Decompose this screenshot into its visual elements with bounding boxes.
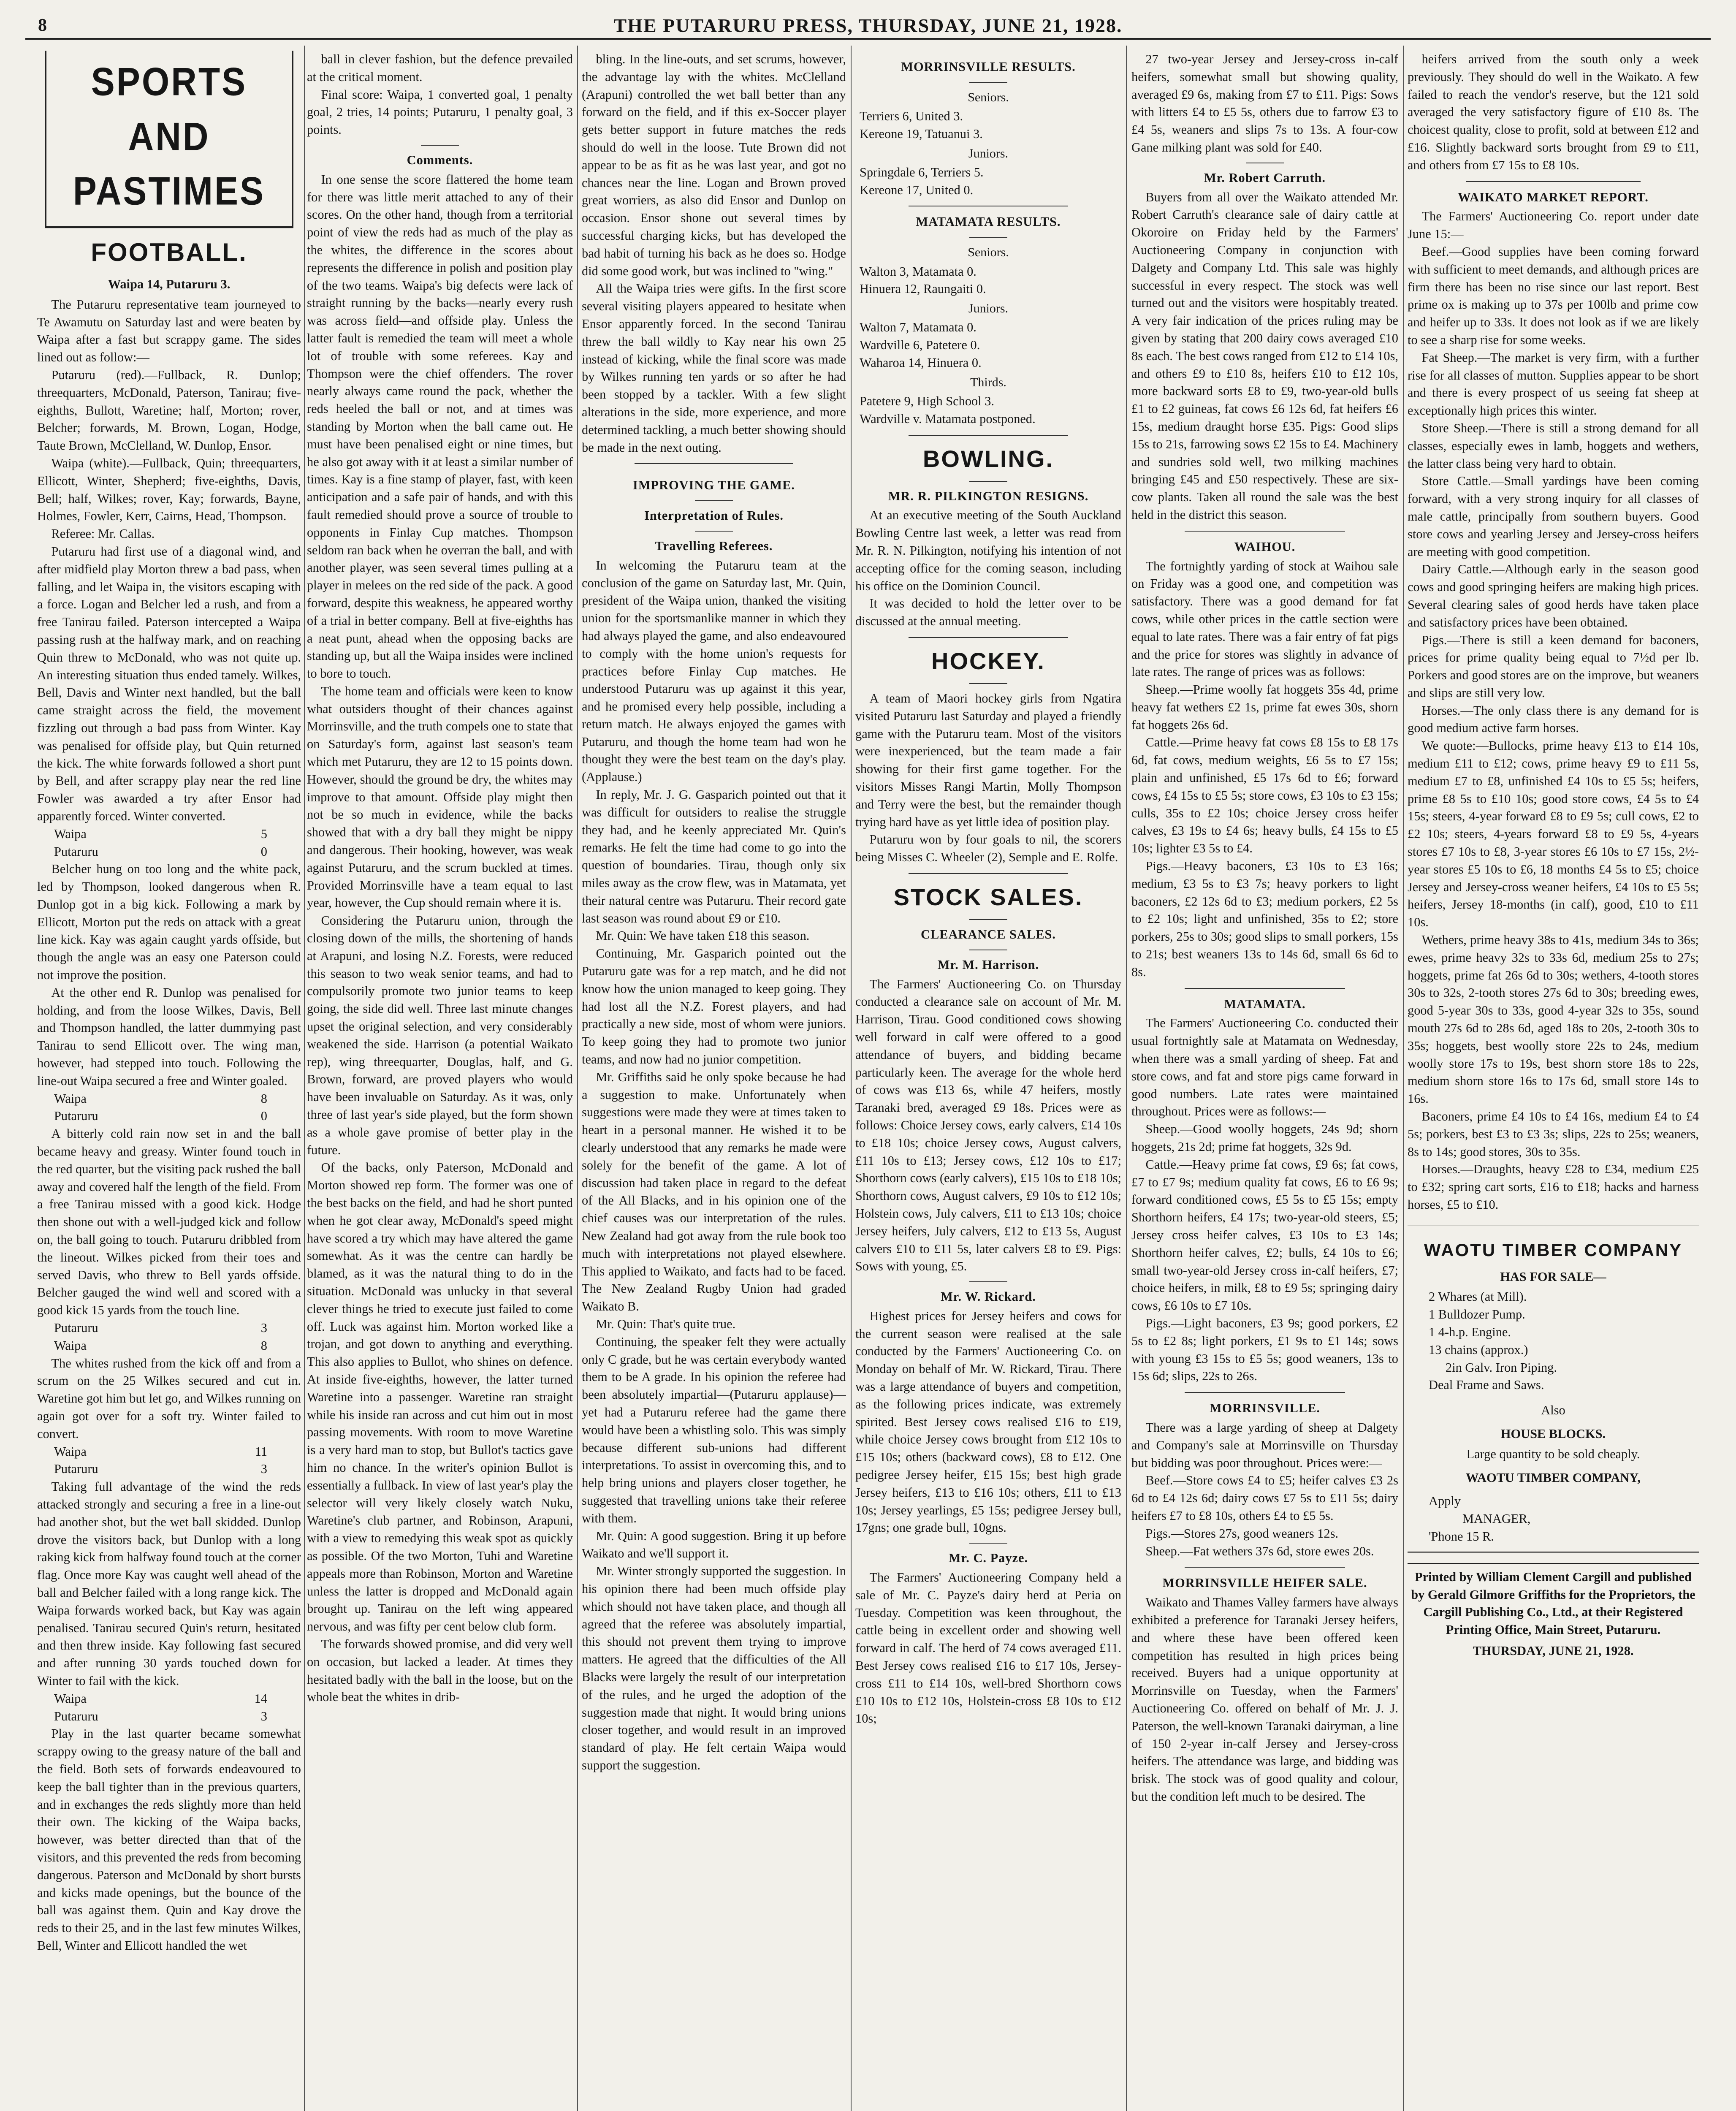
improving-heading: IMPROVING THE GAME. (633, 478, 795, 493)
article-paragraph: Putaruru had first use of a diagonal wind, and after midfield play Morton threw a bad pass, when falling, and let Waipa in, the visitors escaping with a force. Logan and Belcher led a rush, and from a free Tanirau failed. Paterson intercepted a Waipa passing rush at the halfway mark, and on reaching Quin threw to McDonald, who was not quite up. An interesting situation thus ended tamely. Wilkes, Bell, Davis and Winter next handled, but the ball came straight across the field, the movement fizzling out through a bad pass from Winter. Kay was penalised for offside play, but Quin returned the kick. The white forwards followed a short punt by Bell, and after scrappy play near the red line Fowler was awarded a try after Ensor had apparently forced. Winter converted. (37, 544, 301, 823)
imprint-text: Printed by William Clement Cargill and published by Gerald Gilmore Griffiths for the Proprietors, the Cargill Publishing Co., Ltd., at their Registered Printing Office, Main Street, Putaruru. (1411, 1569, 1695, 1637)
article-paragraph: Pigs.—Light baconers, £3 9s; good porkers, £2 5s to £2 8s; light porkers, £1 9s to £1 14s; sows with young £3 15s to £5 5s; good weaners, 13s to 15s 6d; slips, 22s to 26s. (1131, 1316, 1398, 1384)
article-paragraph: A bitterly cold rain now set in and the ball became heavy and greasy. Winter found touch in the red quarter, but the visiting pack rushed the ball away and covered half the length of the field. From a free Tanirau missed with a good kick. Hodge then shone out with a well-judged kick and follow on, the ball going to touch. Putaruru dribbled from the lineout. Wilkes picked from their toes and served Davis, who threw to Bell yards offside. Belcher gauged the wind well and scored with a good kick 15 yards from the touch line. (37, 1126, 301, 1318)
result-line: Kereone 17, United 0. (860, 182, 974, 197)
score-line: Putaruru 0 (54, 1109, 267, 1123)
divider (969, 82, 1007, 83)
divider (969, 481, 1007, 482)
article-paragraph: The home team and officials were keen to know what outsiders thought of their chances against Morrinsville, and the truth compels one to state that on Saturday's form, against last season's team which met Putaruru, they are 12 to 15 points down. However, should the ground be dry, the whites may improve to that amount. Offside play might then not be so much in evidence, while the backs showed that with a dry ball they might be nippy and dangerous. Their hooking, however, was weak against Putaruru, and the scrum buckled at times. Provided Morrinsville have a team equal to last year, however, the Cup should remain where it is. (307, 684, 573, 910)
article-paragraph: Fat Sheep.—The market is very firm, with a further rise for all classes of mutton. Supplies appear to be short and there is every prospect of us seeing fat sheep at exceptionally high prices this winter. (1408, 350, 1699, 418)
imprint-date: THURSDAY, JUNE 21, 1928. (1473, 1643, 1634, 1658)
result-line: Walton 7, Matamata 0. (860, 320, 976, 335)
article-paragraph: Mr. Quin: We have taken £18 this season. (596, 928, 810, 943)
ad-item: Deal Frame and Saws. (1429, 1378, 1544, 1392)
article-paragraph: Belcher hung on too long and the white pack, led by Thompson, looked dangerous when R. Dunlop got in a big kick. Following a mark by Ellicott, Morton put the reds on attack with a great line kick. Kay was again caught yards offside, but though the angle was an easy one Paterson could not improve the position. (37, 862, 301, 982)
article-paragraph: bling. In the line-outs, and set scrums, however, the advantage lay with the whites. McClelland (Arapuni) controlled the wet ball better than any forward on the field, and if this ex-Soccer player gets better support in future matches the reds should do well in the loose. Tute Brown did not appear to be as fit as he was last year, and got no chances near the line. Logan and Brown proved great worriers, as also did Ensor and Dunlop on occasion. Ensor shone out several times by successful charging kicks, but has developed the bad habit of turning his back as he does so. Hodge did some good work, but was inclined to "wing." (582, 52, 846, 278)
matamata-heading: MATAMATA. (1224, 996, 1306, 1011)
article-paragraph: In one sense the score flattered the home team for there was little merit attached to any of their scores. On the other hand, though from a territorial point of view the reds had as much of the play as the whites, the difference in the scores about represents the difference in polish and position play of the two teams. Waipa's big defects were lack of straight running by the backs—nearly every rush was across field—and offside play. Unless the latter fault is remedied the team will meet a whole lot of trouble with some referees. Kay and Thompson were the chief offenders. The rover nearly always came round the pack, whether the reds heeled the ball or not, and at times was standing by Morton when the ball came out. He must have been penalised eight or nine times, but he also got away with it at least a similar number of times. Kay is a fine stamp of player, fast, with keen anticipation and a safe pair of hands, and with this fault remedied should prove a source of trouble to opponents in Finlay Cup matches. Thompson seldom ran back when he overran the ball, and with another player, was seen several times pulling at a player in melees on the red side of the pack. A good forward, despite this weakness, he appeared worthy of a trial in better company. Bell at five-eighths has a neat punt, ahead when the opposing backs are standing up, but all the Waipa insides were inclined to bore to touch. (307, 172, 573, 681)
divider (969, 1543, 1007, 1544)
score-line: Waipa 11 (54, 1444, 267, 1459)
ad-phone: 'Phone 15 R. (1429, 1529, 1494, 1544)
masthead (25, 9, 1711, 40)
article-paragraph: The Farmers' Auctioneering Co. conducted their usual fortnightly sale at Matamata on Wednesday, when there was a small yarding of sheep. Fat and store cows, and fat and store pigs came forward in good numbers. Late rates were maintained throughout. Prices were as follows:— (1131, 1016, 1398, 1119)
article-paragraph: heifers arrived from the south only a week previously. They should do well in the Waikato. A few failed to reach the vendor's reserve, but the 121 sold averaged the very satisfactory figure of £10 8s. The choicest quality, close to profit, sold at between £12 and £16. Slightly backward sorts brought from £9 to £11, and others from £7 15s to £8 10s. (1408, 52, 1699, 172)
column-1 (37, 51, 301, 2111)
clearance-sales-heading: CLEARANCE SALES. (921, 927, 1056, 942)
divider (969, 237, 1007, 238)
result-line: Springdale 6, Terriers 5. (860, 165, 984, 179)
result-line: Kereone 19, Tatuanui 3. (860, 126, 983, 141)
matamata-results-heading: MATAMATA RESULTS. (916, 214, 1061, 229)
article-paragraph: Of the backs, only Paterson, McDonald and Morton showed rep form. The former was one of the best backs on the field, and had he short punted when he got clear away, McDonald's speed might have scored a try which may have altered the game somewhat. As it was the centre can hardly be blamed, as it was the natural thing to do in the situation. McDonald was unlucky in that several clever things he tried to execute just failed to come off. Luck was against him. Morton worked like a trojan, and got down to anything and everything. This also applies to Bullot, who shines on defence. At inside five-eighths, however, the latter turned Waretine into a passenger. Waretine ran straight while his inside ran across and cut him out in most passing movements. With room to move Waretine is a very hard man to stop, but Bullot's tactics gave him no chance. In the writer's opinion Bullot is essentially a fullback. In view of last year's play the selector will very likely closely watch Nuku, Waretine's club partner, and Robinson, Arapuni, with a view to remedying this weak spot as quickly as possible. Of the two Morton, Tuhi and Waretine appeals more than Robinson, Morton and Waretine unless the latter is dropped and McDonald again brought up. Tanirau on the left wing appeared nervous, and was fifty per cent below club form. (307, 1160, 573, 1634)
divider (969, 683, 1007, 684)
result-line: Wardville 6, Patetere 0. (860, 338, 980, 353)
bowling-subheading: MR. R. PILKINGTON RESIGNS. (888, 488, 1089, 503)
article-paragraph: Sheep.—Good woolly hoggets, 24s 9d; shorn hoggets, 21s 2d; prime fat hoggets, 32s 9d. (1131, 1122, 1398, 1154)
article-paragraph: Sheep.—Prime woolly fat hoggets 35s 4d, prime heavy fat wethers £2 1s, prime fat ewes 30s, shorn fat hoggets 26s 6d. (1131, 682, 1398, 732)
referees-heading: Travelling Referees. (655, 538, 773, 553)
article-paragraph: 27 two-year Jersey and Jersey-cross in-calf heifers, somewhat small but showing quality, averaged £9 6s, making from £7 to £11. Pigs: Sows with litters £4 to £5 5s, others due to farrow £3 to £4 5s, weaners and slips 7s to 13s. A four-cow Gane milking plant was sold for £40. (1131, 52, 1398, 155)
grade-heading: Thirds. (970, 375, 1006, 389)
morrinsville-results-heading: MORRINSVILLE RESULTS. (901, 60, 1076, 74)
grade-heading: Seniors. (968, 245, 1009, 260)
imprint (1408, 1563, 1699, 1660)
divider (909, 873, 1068, 874)
divider (1185, 1567, 1345, 1568)
rules-heading: Interpretation of Rules. (644, 508, 784, 523)
hockey-heading: HOCKEY. (931, 647, 1045, 674)
article-paragraph: In welcoming the Putaruru team at the conclusion of the game on Saturday last, Mr. Quin, president of the Waipa union, thanked the visiting union for the sportsmanlike manner in which they had always played the game, and also endeavoured to comply with the home union's requests for practices before Finlay Cup matches. He understood Putaruru was up against it this year, and he promised every help possible, including a return match. He always enjoyed the games with Putaruru, and though the home team had won he thought they were the best team on the day's play. (Applause.) (582, 558, 846, 784)
ad-manager: MANAGER, (1462, 1511, 1531, 1526)
article-paragraph: Buyers from all over the Waikato attended Mr. Robert Carruth's clearance sale of dairy cattle at Okoroire on Friday held by the Farmers' Auctioneering Company in conjunction with Dalgety and Company Ltd. This sale was highly successful in every respect. The stock was well turned out and the visitors were hospitably treated. A very fair indication of the prices ruling may be given by stating that 200 dairy cows averaged £10 8s each. The best cows ranged from £12 to £14 10s, and others £9 to £10 8s, heifers £10 to £12 10s, more backward sorts £8 to £9, two-year-old bulls £1 to £2 guineas, fat cows £6 12s 6d, fat heifers £6 15s, medium draught horse £35. Pigs: Good slips 15s to 21s, farrowing sows £2 15s to £4. Machinery and sundries sold well, two milking machines bringing £45 and £50 respectively. These are six-cow plants. Taken all round the sale was the best held in the district this season. (1131, 190, 1398, 522)
column-rule (1403, 46, 1404, 2111)
column-5 (1131, 51, 1398, 2111)
masthead-title: THE PUTARURU PRESS, THURSDAY, JUNE 21, 1928. (613, 15, 1123, 36)
article-paragraph: At an executive meeting of the South Auckland Bowling Centre last week, a letter was read from Mr. R. N. Pilkington, notifying his intention of not accepting office for the coming season, including his office on the Dominion Council. (855, 508, 1121, 593)
score-line: Waipa 14 (54, 1691, 267, 1706)
article-paragraph: All the Waipa tries were gifts. In the first score several visiting players appeared to hesitate when Ensor apparently forced. In the second Tanirau threw the ball wildly to Kay near his own 25 instead of kicking, while the final score was made by Wilkes running ten yards or so after he had been stopped by a tackler. With a few slight alterations in the side, more experience, and more determined tackling, a much better showing should be made in the next outing. (582, 281, 846, 455)
divider (421, 145, 459, 146)
ad-item: 1 4-h.p. Engine. (1429, 1324, 1511, 1339)
bowling-heading: BOWLING. (922, 445, 1054, 472)
article-paragraph: The forwards showed promise, and did very well on occasion, but lacked a leader. At times they hesitated badly with the ball in the loose, but on the whole beat the whites in drib- (307, 1636, 573, 1704)
page-number: 8 (38, 16, 47, 35)
article-paragraph: There was a large yarding of sheep at Dalgety and Company's sale at Morrinsville on Thursday but bidding was poor throughout. Prices were:— (1131, 1420, 1398, 1470)
score-line: Waipa 5 (54, 826, 267, 841)
sale-heading: Mr. C. Payze. (948, 1551, 1028, 1566)
result-line: Hinuera 12, Raungaiti 0. (860, 282, 986, 296)
column-2 (307, 51, 573, 2111)
article-paragraph: Waipa (white).—Fullback, Quin; threequarters, Ellicott, Winter, Shepherd; five-eighths, Davis, Bell; half, Wilkes; rover, Kay; forwards, Bayne, Holmes, Fowler, Kerr, Cairns, Head, Thompson. (37, 456, 301, 524)
column-rule (851, 46, 852, 2111)
article-paragraph: Beef.—Good supplies have been coming forward with sufficient to meet demands, and although prices are firm there has been no rise since our last report. Best prime ox is making up to 37s per 100lb and prime cow and heifer up to 33s. It does not look as if we are likely to see a sharp rise for some weeks. (1408, 244, 1699, 347)
divider (1185, 1392, 1345, 1393)
article-paragraph: Putaruru (red).—Fullback, R. Dunlop; threequarters, McDonald, Paterson, Tanirau; five-eighths, Bullott, Waretine; half, Morton; rover, Belcher; forwards, M. Brown, Logan, Hodge, Taute Brown, McClelland, W. Dunlop, Ensor. (37, 367, 301, 453)
divider (969, 919, 1007, 920)
ad-item: 2in Galv. Iron Piping. (1446, 1360, 1557, 1375)
ad-item: 1 Bulldozer Pump. (1429, 1307, 1525, 1322)
sale-heading: Mr. W. Rickard. (941, 1289, 1036, 1304)
divider (635, 463, 793, 464)
article-paragraph: Pigs.—Heavy baconers, £3 10s to £3 16s; medium, £3 5s to £3 7s; heavy porkers to light baconers, £2 12s 6d to £3; medium porkers, £2 5s to £2 10s; light and unfinished, 35s to £2; store porkers, 25s to 30s; good slips to small porkers, 15s to 21s; best weaners 13s to 14s 6d, small 6s 6d to 8s. (1131, 859, 1398, 979)
divider (695, 531, 733, 532)
article-paragraph: Dairy Cattle.—Although early in the season good cows and good springing heifers are making high prices. Several clearing sales of good herds have taken place and satisfactory prices have been obtained. (1408, 562, 1699, 630)
column-4 (855, 51, 1121, 2111)
article-paragraph: The Putaruru representative team journeyed to Te Awamutu on Saturday last and were beaten by Waipa after a fast but scrappy game. The sides lined out as follow:— (37, 297, 301, 365)
article-paragraph: ball in clever fashion, but the defence prevailed at the critical moment. (307, 52, 573, 84)
waihou-heading: WAIHOU. (1234, 539, 1296, 554)
divider (1185, 531, 1345, 532)
article-paragraph: Store Sheep.—There is still a strong demand for all classes, especially ewes in lamb, hoggets and wethers, the latter class being very hard to obtain. (1408, 421, 1699, 471)
ad-title: WAOTU TIMBER COMPANY (1424, 1240, 1683, 1260)
article-paragraph: Mr. Quin: That's quite true. (596, 1316, 736, 1331)
article-paragraph: Mr. Winter strongly supported the suggestion. In his opinion there had been much offside play which should not have taken place, and though all agreed that the referee was absolutely impartial, this should not prevent them trying to improve matters. He agreed that the difficulties of the All Blacks were largely the result of our interpretation of the rules, and he urged the adoption of the suggestion made that night. It would bring unions closer together, and would result in an improved standard of play. He felt certain Waipa would support the suggestion. (582, 1564, 846, 1772)
article-paragraph: The Farmers' Auctioneering Co. report under date June 15:— (1408, 209, 1699, 241)
ad-house-blocks: HOUSE BLOCKS. (1500, 1426, 1606, 1441)
divider (695, 500, 733, 501)
timber-company-advertisement (1408, 1225, 1699, 1553)
article-paragraph: A team of Maori hockey girls from Ngatira visited Putaruru last Saturday and played a friendly game with the Putaruru team. Most of the visitors were inexperienced, but the team made a fair showing for their first game together. For the visitors Misses Rangi Martin, Molly Thompson and Terry were the best, but the remainder though trying hard have as yet little idea of position play. (855, 691, 1121, 829)
article-paragraph: Continuing, Mr. Gasparich pointed out the Putaruru gate was for a rep match, and he did not know how the union managed to keep going. They had lost all the N.Z. Forest players, and had practically a new side, most of whom were juniors. To keep going they had to promote two junior teams, and now had no junior competition. (582, 946, 846, 1067)
column-3 (582, 51, 846, 2111)
result-line: Walton 3, Matamata 0. (860, 264, 976, 279)
article-paragraph: Final score: Waipa, 1 converted goal, 1 penalty goal, 2 tries, 14 points; Putaruru, 1 penalty goal, 3 points. (307, 87, 573, 137)
column-rule (304, 46, 305, 2111)
score-line: Putaruru 3 (54, 1709, 267, 1723)
result-line: Wardville v. Matamata postponed. (860, 411, 1036, 426)
comments-heading: Comments. (407, 152, 473, 167)
article-paragraph: Continuing, the speaker felt they were actually only C grade, but he was certain everybody wanted them to be A grade. In his opinion the referee had been absolutely impartial—(Putaruru applause)— yet had a Putaruru referee had the game there would have been a whistling solo. This was simply because different sub-unions had different interpretations. To assist in overcoming this, and to help bring unions and players closer together, he suggested that travelling unions take their referee with them. (582, 1334, 846, 1525)
grade-heading: Seniors. (968, 90, 1009, 104)
result-line: Patetere 9, High School 3. (860, 394, 995, 409)
ad-company: WAOTU TIMBER COMPANY, (1466, 1470, 1641, 1485)
article-paragraph: Beef.—Store cows £4 to £5; heifer calves £3 2s 6d to £4 12s 6d; dairy cows £7 5s to £11 5s; dairy heifers £7 to £8 10s, others £4 to £5 5s. (1131, 1473, 1398, 1523)
divider (1185, 988, 1345, 989)
article-paragraph: Horses.—The only class there is any demand for is good medium active farm horses. (1408, 703, 1699, 735)
article-paragraph: Referee: Mr. Callas. (51, 526, 155, 541)
article-paragraph: Sheep.—Fat wethers 37s 6d, store ewes 20s. (1145, 1544, 1374, 1558)
article-paragraph: Play in the last quarter became somewhat scrappy owing to the greasy nature of the ball and the field. Both sets of forwards endeavoured to keep the ball tighter than in the previous quarters, and in exchanges the reds slightly more than held their own. The kicking of the Waipa backs, however, was better directed than that of the visitors, and this prevented the reds from becoming dangerous. Paterson and McDonald by short bursts and kicks made openings, but the bounce of the ball was against them. Quin and Kay drove the reds to their 25, and in the last few minutes Wilkes, Bell, Winter and Ellicott handled the wet (37, 1726, 301, 1953)
article-paragraph: Pigs.—Stores 27s, good weaners 12s. (1145, 1526, 1339, 1541)
article-paragraph: Mr. Quin: A good suggestion. Bring it up before Waikato and we'll support it. (582, 1528, 846, 1561)
article-paragraph: In reply, Mr. J. G. Gasparich pointed out that it was difficult for outsiders to realise the struggle they had, and he keenly appreciated Mr. Quin's remarks. He felt the time had come to go into the question of boundaries. Tirau, though only six miles away as the crow flew, was in Matamata, yet their natural centre was Putaruru. Their record gate last season was round about £9 or £10. (582, 787, 846, 925)
grade-heading: Juniors. (968, 301, 1009, 316)
morrinsville-heading: MORRINSVILLE. (1209, 1401, 1321, 1416)
article-paragraph: Waikato and Thames Valley farmers have always exhibited a preference for Taranaki Jersey heifers, and where these have been offered keen competition has resulted in high prices being received. Buyers had a unique opportunity at Morrinsville on Tuesday, when the Farmers' Auctioneering Co. offered on behalf of Mr. J. J. Paterson, the well-known Taranaki dairyman, a line of 150 2-year in-calf Jersey and Jersey-cross heifers. The attendance was large, and bidding was brisk. The stock was of good quality and colour, but the condition left much to be desired. The (1131, 1595, 1398, 1804)
article-paragraph: Baconers, prime £4 10s to £4 16s, medium £4 to £4 5s; porkers, best £3 to £3 3s; slips, 22s to 25s; weaners, 8s to 14s; good stores, 30s to 35s. (1408, 1109, 1699, 1159)
divider (1466, 181, 1641, 182)
article-paragraph: Considering the Putaruru union, through the closing down of the mills, the shortening of hands at Arapuni, and losing N.Z. Forests, were reduced this season to two weak senior teams, and had to compulsorily promote two junior teams to keep going, the side did well. Three last minute changes upset the original selection, and very considerably weakened the side. Harrison (a potential Waikato rep), wing threequarter, Douglas, half, and G. Brown, forward, are proved players who would have been invaluable on Saturday. As it was, only three of last year's side played, but the form shown as a whole gave promise of better play in the future. (307, 913, 573, 1157)
article-paragraph: We quote:—Bullocks, prime heavy £13 to £14 10s, medium £11 to £12; cows, prime heavy £9 to £11 5s, medium £7 to £8, unfinished £4 10s to £5 5s; heifers, prime £8 5s to £10 10s; good store cows, £4 5s to £4 15s; steers, 4-year forward £8 to £9 5s; cull cows, £2 to £2 10s; steers, 4-years forward £8 to £9 5s, 4-years stores £7 10s to £8, 3-year stores £6 10s to £7 15s, 2½-year stores £5 10s to £6, 18 months £4 5s to £5; choice Jersey and Jersey-cross weaner heifers, £4 10s to £5 5s; heifers, Jersey 18-months (in calf), good, £10 to £11 10s. (1408, 738, 1699, 930)
football-heading: FOOTBALL. (91, 238, 247, 266)
result-line: Terriers 6, United 3. (860, 109, 963, 124)
ad-item: 2 Whares (at Mill). (1429, 1289, 1527, 1304)
article-paragraph: Wethers, prime heavy 38s to 41s, medium 34s to 36s; ewes, prime heavy 32s to 33s 6d, medium 25s to 27s; hoggets, prime fat 26s 6d to 30s; wethers, 4-tooth stores 30s to 32s, 2-tooth stores 27s 6d to 30s; breeding ewes, good 5-year 30s to 33s, good 4-year 32s to 35s, sound mouth 27s 6d to 28s 6d, aged 18s to 20s, 2-tooth 30s to 35s; hoggets, best woolly store 22s to 24s, medium woolly store 17s to 19s, best shorn store 18s to 22s, medium shorn store 16s to 17s 6d, small store 14s to 16s. (1408, 933, 1699, 1106)
heifer-sale-heading: MORRINSVILLE HEIFER SALE. (1162, 1576, 1367, 1590)
sale-heading: Mr. M. Harrison. (937, 957, 1039, 972)
score-line: Waipa 8 (54, 1091, 267, 1106)
article-paragraph: Mr. Griffiths said he only spoke because he had a suggestion to make. Unfortunately when suggestions were made they were at times taken to heart in a personal manner. He wished it to be clearly understood that any remarks he made were solely for the benefit of the game. A lot of discussion had taken place in regard to the defeat of the All Blacks, and in his opinion one of the chief causes was our interpretation of the rules. New Zealand had got away from the rule book too much with interpretations not played elsewhere. This applied to Waikato, and facts had to be faced. The New Zealand Rugby Union had graded Waikato B. (582, 1069, 846, 1314)
column-6 (1408, 51, 1699, 2111)
score-line: Waipa 8 (54, 1338, 267, 1353)
ad-large-quantity: Large quantity to be sold cheaply. (1466, 1446, 1640, 1461)
column-rule (577, 46, 578, 2111)
result-line: Waharoa 14, Hinuera 0. (860, 355, 982, 370)
score-line: Putaruru 0 (54, 844, 267, 859)
article-paragraph: Highest prices for Jersey heifers and cows for the current season were realised at the sale conducted by the Farmers' Auctioneering Co. on Monday on behalf of Mr. W. Rickard, Tirau. There was a large attendance of buyers and competition, as the following prices indicate, was extremely spirited. Best Jersey cows realised £16 to £19, while choice Jersey cows brought from £12 10s to £15 10s; others (backward cows), £8 to £12. One pedigree Jersey heifer, £15 15s; best high grade Jersey heifers, £13 to £16 10s; others, £11 to £13 10s; Jersey yearlings, £5 15s; pedigree Jersey bull, 17gns; one grade bull, 10gns. (855, 1308, 1121, 1535)
article-paragraph: It was decided to hold the letter over to be discussed at the annual meeting. (855, 596, 1121, 629)
article-paragraph: Putaruru won by four goals to nil, the scorers being Misses C. Wheeler (2), Semple and E. Rolfe. (855, 832, 1121, 865)
article-paragraph: The fortnightly yarding of stock at Waihou sale on Friday was a good one, and competition was satisfactory. There was a good demand for fat cows, while other prices in the cattle section were equal to late rates. There was a fair entry of fat pigs and the price for stores was slightly in advance of late rates. The range of prices was as follows: (1131, 559, 1398, 679)
column-rule (1126, 46, 1127, 2111)
article-paragraph: At the other end R. Dunlop was penalised for holding, and from the loose Wilkes, Davis, Bell and Thompson handled, the latter dummying past Tanirau to send Ellicott over. The wing man, however, had stepped into touch. Following the line-out Waipa secured a free and Winter goaled. (37, 985, 301, 1088)
grade-heading: Juniors. (968, 146, 1009, 160)
ad-also: Also (1541, 1403, 1565, 1418)
article-paragraph: Cattle.—Prime heavy fat cows £8 15s to £8 17s 6d, fat cows, medium weights, £6 5s to £7 15s; plain and unfinished, £5 17s 6d to £6; forward cows, £4 15s to £5 5s; store cows, £3 10s to £3 15s; culls, 35s to £2 10s; choice Jersey cross heifer calves, £3 19s to £4 6s; heavy bulls, £4 15s to £5 10s; lighter £3 5s to £4. (1131, 735, 1398, 856)
article-paragraph: The Farmers' Auctioneering Co. on Thursday conducted a clearance sale on account of Mr. M. Harrison, Tirau. Good conditioned cows showing well forward in calf were offered to a good attendance of buyers, and bidding became particularly keen. The average for the whole herd of cows was £13 6s, while 47 heifers, mostly Taranaki bred, averaged £9 18s. Prices were as follows: Choice Jersey cows, early calvers, £14 10s to £18 10s; choice Jersey cows, August calvers, £11 10s to £13; Jersey cows, £12 10s to £17; Shorthorn cows (early calvers), £15 10s to £18 10s; Shorthorn cows, August calvers, £9 10s to £12 10s; Holstein cows, July calvers, £11 to £13 10s; choice Jersey heifers, July calvers, £12 to £13 5s, August calvers £10 to £11 5s, later calvers £8 to £9. Pigs: Sows with young, £5. (855, 977, 1121, 1274)
stock-sales-heading: STOCK SALES. (893, 883, 1083, 910)
ad-for-sale: HAS FOR SALE— (1500, 1269, 1606, 1284)
article-paragraph: Horses.—Draughts, heavy £28 to £34, medium £25 to £32; spring cart sorts, £16 to £18; hacks and harness horses, £5 to £10. (1408, 1162, 1699, 1212)
score-line: Putaruru 3 (54, 1462, 267, 1476)
article-paragraph: Cattle.—Heavy prime fat cows, £9 6s; fat cows, £7 to £7 9s; medium quality fat cows, £6 to £6 9s; forward conditioned cows, £5 5s to £5 15s; empty Shorthorn heifers, £4 17s; two-year-old steers, £5; Jersey cross heifer calves, £3 10s to £3 14s; Shorthorn heifer calves, £2; bulls, £4 10s to £6; small two-year-old Jersey cross in-calf heifers, £7; choice heifers, in milk, £8 to £9 5s; springing dairy cows, £6 10s to £7 10s. (1131, 1157, 1398, 1313)
match-heading: Waipa 14, Putaruru 3. (108, 277, 231, 291)
ad-item: 13 chains (approx.) (1429, 1342, 1528, 1357)
sale-heading: Mr. Robert Carruth. (1204, 170, 1326, 185)
market-report-heading: WAIKATO MARKET REPORT. (1458, 190, 1649, 204)
article-paragraph: The Farmers' Auctioneering Company held a sale of Mr. C. Payze's dairy herd at Peria on Tuesday. Competition was keen throughout, the cattle being in excellent order and showing well forward in calf. The herd of 74 cows averaged £11. Best Jersey cows realised £16 to £17 10s, Jersey-cross £11 to £14 10s, well-bred Shorthorn cows £10 10s to £12 10s, Holstein-cross £8 10s to £12 10s; (855, 1570, 1121, 1726)
sports-banner: SPORTS AND PASTIMES (45, 51, 293, 228)
divider (969, 1281, 1007, 1282)
score-line: Putaruru 3 (54, 1321, 267, 1335)
article-paragraph: Store Cattle.—Small yardings have been coming forward, with a very strong inquiry for all classes of male cattle, principally from southern buyers. Good store cows and yearling Jersey and Jersey-cross heifers are meeting with good competition. (1408, 474, 1699, 559)
article-paragraph: The whites rushed from the kick off and from a scrum on the 25 Wilkes secured and cut in. Waretine got him but let go, and Wilkes running on again got over for a soft try. Winter failed to convert. (37, 1356, 301, 1441)
article-paragraph: Pigs.—There is still a keen demand for baconers, prices for prime quality being equal to 7½d per lb. Porkers and good stores are on the improve, but weaners and slips are still very low. (1408, 632, 1699, 700)
divider (909, 637, 1068, 638)
divider (909, 435, 1068, 436)
ad-apply: Apply (1429, 1494, 1461, 1509)
article-paragraph: Taking full advantage of the wind the reds attacked strongly and securing a free in a line-out had another shot, but the wet ball skidded. Dunlop drove the visitors back, but Dunlop with a long raking kick from halfway found touch at the corner flag. Once more Kay was caught well ahead of the ball and Belcher failed with a long range kick. The Waipa forwards worked back, but Kay was again penalised. Tanirau secured Quin's return, hesitated and then threw inside. Kay following fast secured and after running 30 yards touched down for Winter to fail with the kick. (37, 1479, 301, 1688)
